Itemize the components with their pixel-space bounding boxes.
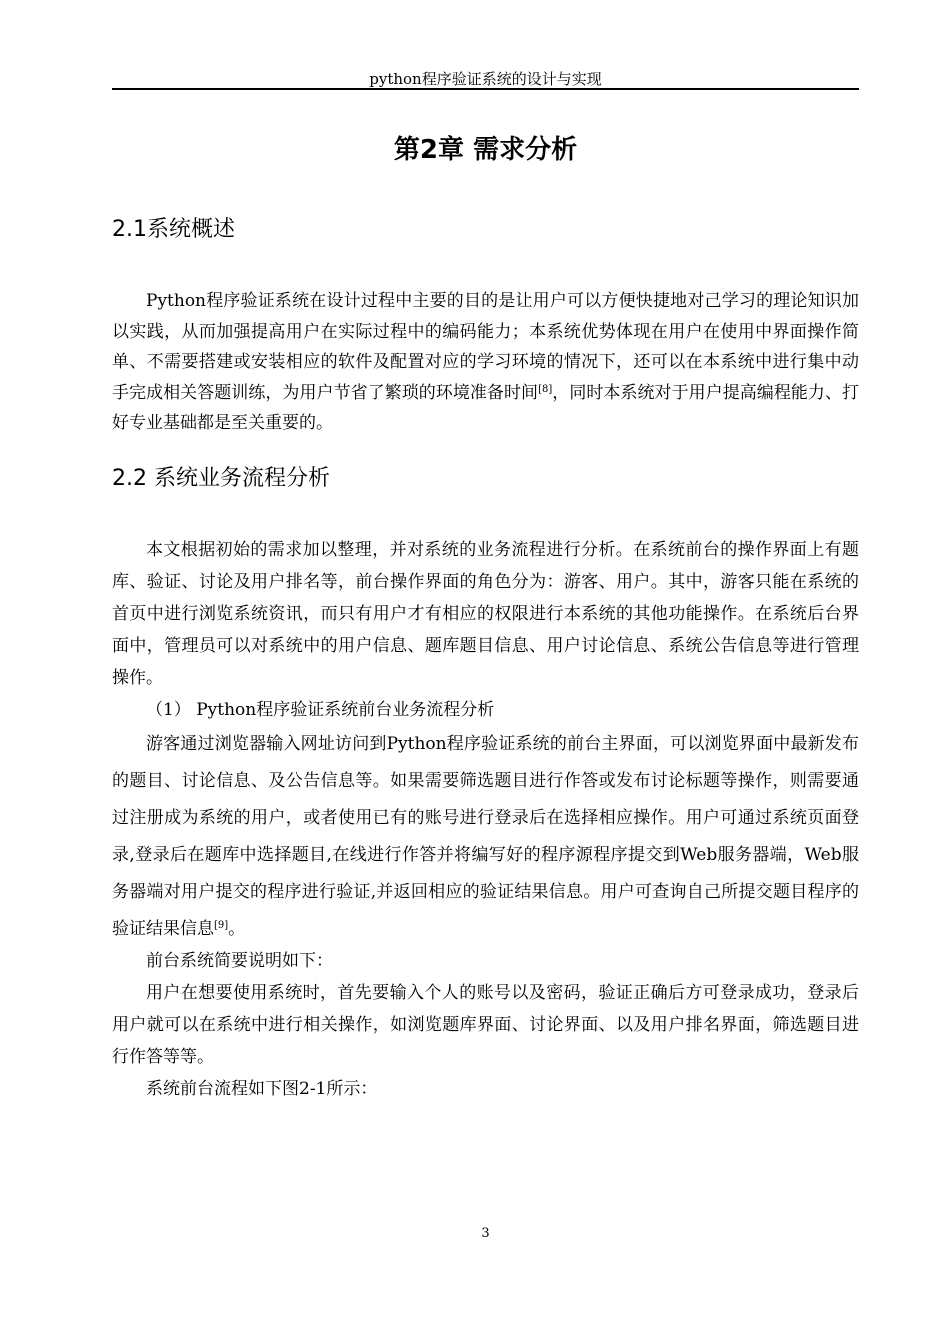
paragraph: 本文根据初始的需求加以整理，并对系统的业务流程进行分析。在系统前台的操作界面上有题库、验证、讨论及用户排名等，前台操作界面的角色分为：游客、用户。其中，游客只能在系统的首页中进行浏览系统资讯，而只有用户才有相应的权限进行本系统的其他功能操作。在系统后台界面中，管理员可以对系统中的用户信息、题库题目信息、用户讨论信息、系统公告信息等进行管理操作。	[112, 540, 859, 688]
section-heading-2-1: 2.1系统概述	[112, 217, 235, 242]
header-rule	[112, 88, 859, 90]
page-number: 3	[481, 1226, 490, 1241]
section-heading-2-2: 2.2 系统业务流程分析	[112, 466, 330, 491]
chapter-title: 第2章 需求分析	[393, 135, 578, 165]
paragraph: 用户在想要使用系统时，首先要输入个人的账号以及密码，验证正确后方可登录成功，登录后用户就可以在系统中进行相关操作，如浏览题库界面、讨论界面、以及用户排名界面，筛选题目进行作答等等。	[112, 983, 859, 1067]
paragraph: 系统前台流程如下图2-1所示：	[146, 1079, 378, 1099]
paragraph: 前台系统简要说明如下：	[146, 951, 333, 971]
section-2-2-body-b	[112, 726, 859, 948]
citation-ref: [8]	[538, 383, 553, 395]
paragraph: 游客通过浏览器输入网址访问到Python程序验证系统的前台主界面，可以浏览界面中最新发布的题目、讨论信息、及公告信息等。如果需要筛选题目进行作答或发布讨论标题等操作，则需要通过注册成为系统的用户，或者使用已有的账号进行登录后在选择相应操作。用户可通过系统页面登录,登录后在题库中选择题目,在线进行作答并将编写好的程序源程序提交到Web服务器端，Web服务器端对用户提交的程序进行验证,并返回相应的验证结果信息。用户可查询自己所提交题目程序的验证结果信息[9]。	[112, 734, 859, 939]
section-2-2-body-a	[112, 534, 859, 726]
paragraph: Python程序验证系统在设计过程中主要的目的是让用户可以方便快捷地对己学习的理论知识加以实践，从而加强提高用户在实际过程中的编码能力；本系统优势体现在用户在使用中界面操作简单、不需要搭建或安装相应的软件及配置对应的学习环境的情况下，还可以在本系统中进行集中动手完成相关答题训练，为用户节省了繁琐的环境准备时间[8]，同时本系统对于用户提高编程能力、打好专业基础都是至关重要的。	[112, 291, 859, 433]
subsection-item: （1） Python程序验证系统前台业务流程分析	[146, 700, 495, 720]
running-header: python程序验证系统的设计与实现	[369, 70, 602, 88]
citation-ref: [9]	[214, 920, 229, 931]
section-2-1-body	[112, 286, 859, 439]
section-2-2-body-c	[112, 945, 859, 1105]
